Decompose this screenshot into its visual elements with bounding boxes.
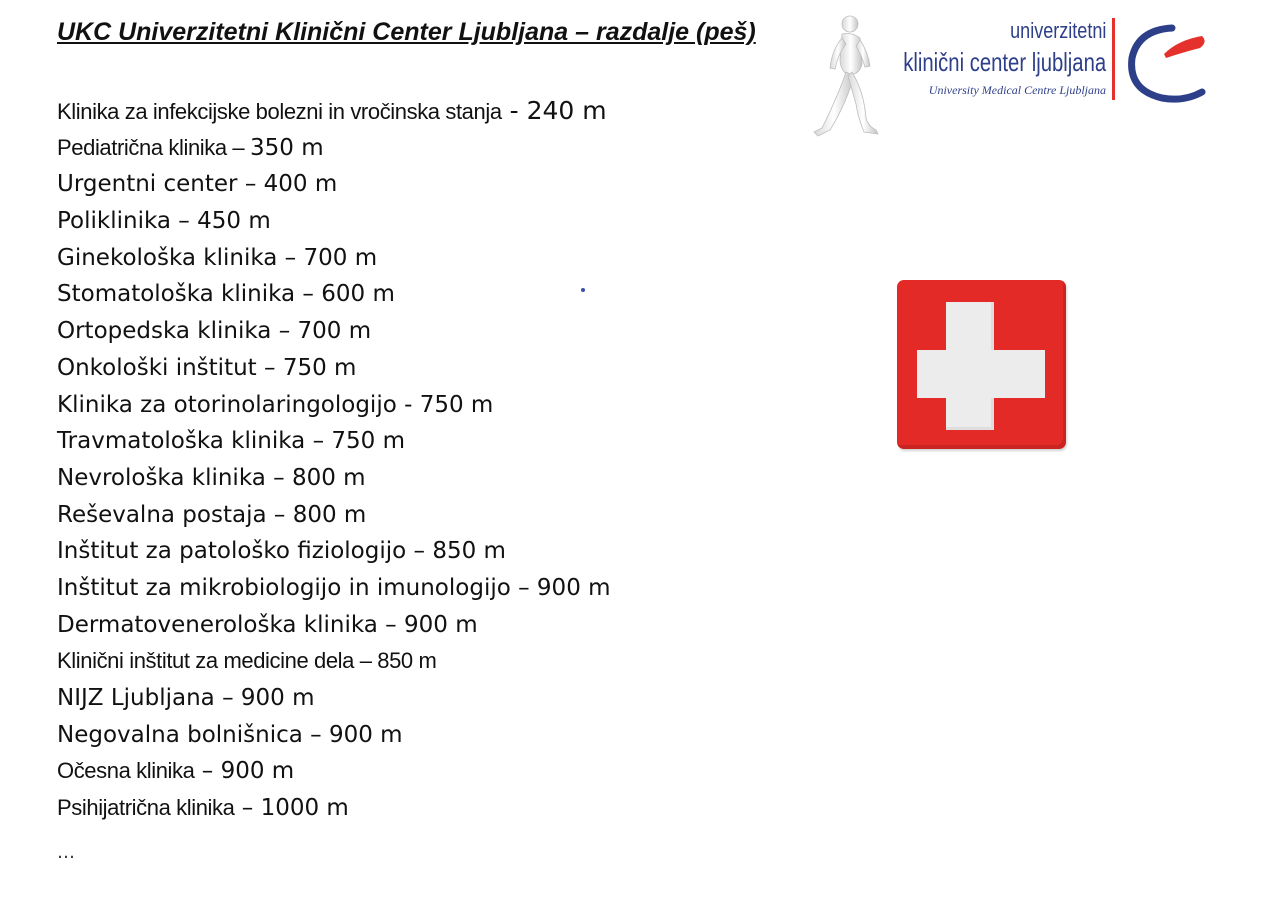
distance-value: 240 m: [526, 96, 607, 125]
logo-line3: University Medical Centre Ljubljana: [928, 83, 1106, 97]
distance-value: 800 m: [292, 501, 367, 528]
distance-separator: -: [396, 391, 420, 418]
distance-value: 900 m: [240, 685, 315, 711]
place-name: Urgentni center: [57, 171, 238, 198]
list-item: [57, 753, 611, 790]
distance-value: 900 m: [220, 758, 295, 785]
distance-separator: –: [237, 171, 264, 198]
distance-list: [57, 93, 611, 827]
list-item: [57, 166, 611, 203]
distance-value: 1000 m: [260, 795, 349, 822]
distance-separator: –: [305, 428, 332, 455]
page-title: UKC Univerzitetni Klinični Center Ljubljana – razdalje (peš): [57, 18, 756, 46]
distance-value: 850 m: [432, 538, 506, 565]
list-item: [57, 460, 611, 497]
place-name: Nevrološka klinika: [57, 464, 266, 491]
distance-separator: –: [354, 648, 378, 674]
distance-value: 600 m: [321, 281, 395, 308]
place-name: NIJZ Ljubljana: [57, 685, 215, 711]
list-item: [57, 607, 611, 644]
list-item: [57, 350, 611, 387]
stray-dot: [581, 288, 585, 292]
list-item: [57, 276, 611, 313]
place-name: Ginekološka klinika: [57, 244, 278, 271]
distance-value: 450 m: [197, 208, 271, 235]
place-name: Negovalna bolnišnica: [57, 721, 303, 748]
list-item: [57, 570, 611, 607]
distance-value: 900 m: [403, 611, 478, 638]
place-name: Inštitut za mikrobiologijo in imunologijo: [57, 574, 511, 601]
distance-value: 700 m: [297, 318, 372, 345]
distance-separator: –: [194, 758, 221, 785]
place-name: Očesna klinika: [57, 758, 195, 784]
logo-line2: klinični center ljubljana: [903, 47, 1106, 77]
place-name: Reševalna postaja: [57, 501, 267, 528]
distance-value: 750 m: [419, 391, 494, 418]
place-name: Onkološki inštitut: [57, 354, 257, 381]
list-item: [57, 533, 611, 570]
distance-value: 850 m: [377, 648, 437, 674]
distance-value: 900 m: [328, 721, 403, 748]
list-item: [57, 203, 611, 240]
logo-line1: univerzitetni: [1009, 18, 1106, 43]
list-item: [57, 93, 611, 130]
distance-value: 350 m: [249, 134, 324, 161]
list-item: [57, 790, 611, 827]
place-name: Travmatološka klinika: [57, 428, 306, 455]
distance-separator: –: [170, 208, 198, 235]
list-item: [57, 643, 611, 680]
ukc-logo-mark-icon: [1108, 14, 1208, 109]
distance-separator: –: [295, 281, 322, 308]
distance-value: 800 m: [291, 464, 366, 491]
place-name: Psihijatrična klinika: [57, 795, 235, 821]
place-name: Poliklinika: [57, 208, 171, 235]
distance-separator: –: [266, 501, 293, 528]
distance-separator: –: [234, 795, 261, 822]
distance-value: 750 m: [331, 428, 406, 455]
list-item: [57, 313, 611, 350]
distance-separator: –: [226, 134, 250, 160]
distance-separator: –: [510, 574, 537, 601]
place-name: Pediatrična klinika: [57, 134, 227, 160]
distance-separator: –: [277, 244, 304, 271]
distance-value: 400 m: [263, 171, 338, 198]
place-name: Ortopedska klinika: [57, 318, 272, 345]
place-name: Stomatološka klinika: [57, 281, 296, 308]
list-item: [57, 240, 611, 277]
distance-separator: –: [256, 354, 283, 381]
distance-separator: –: [406, 538, 433, 565]
distance-value: 750 m: [282, 354, 357, 381]
list-item: [57, 130, 611, 167]
distance-separator: –: [377, 611, 404, 638]
more-ellipsis: …: [57, 842, 75, 863]
medical-cross-icon: [897, 280, 1066, 449]
list-item: [57, 497, 611, 534]
list-item: [57, 423, 611, 460]
list-item: [57, 680, 611, 717]
distance-separator: –: [214, 685, 241, 711]
place-name: Klinika za otorinolaringologijo: [57, 391, 397, 418]
distance-separator: –: [302, 721, 329, 748]
list-item: [57, 387, 611, 424]
place-name: Klinični inštitut za medicine dela: [57, 648, 354, 674]
place-name: Klinika za infekcijske bolezni in vročinska stanja: [57, 99, 502, 124]
distance-separator: -: [501, 96, 527, 125]
ukc-logo: [878, 14, 1208, 109]
place-name: Dermatovenerološka klinika: [57, 611, 378, 638]
distance-value: 900 m: [536, 574, 611, 601]
list-item: [57, 717, 611, 754]
distance-separator: –: [271, 318, 298, 345]
distance-separator: –: [265, 464, 292, 491]
cross-horizontal-bar: [917, 350, 1045, 398]
distance-value: 700 m: [303, 244, 378, 271]
walking-figure-icon: [808, 12, 888, 137]
place-name: Inštitut za patološko fiziologijo: [57, 538, 407, 565]
